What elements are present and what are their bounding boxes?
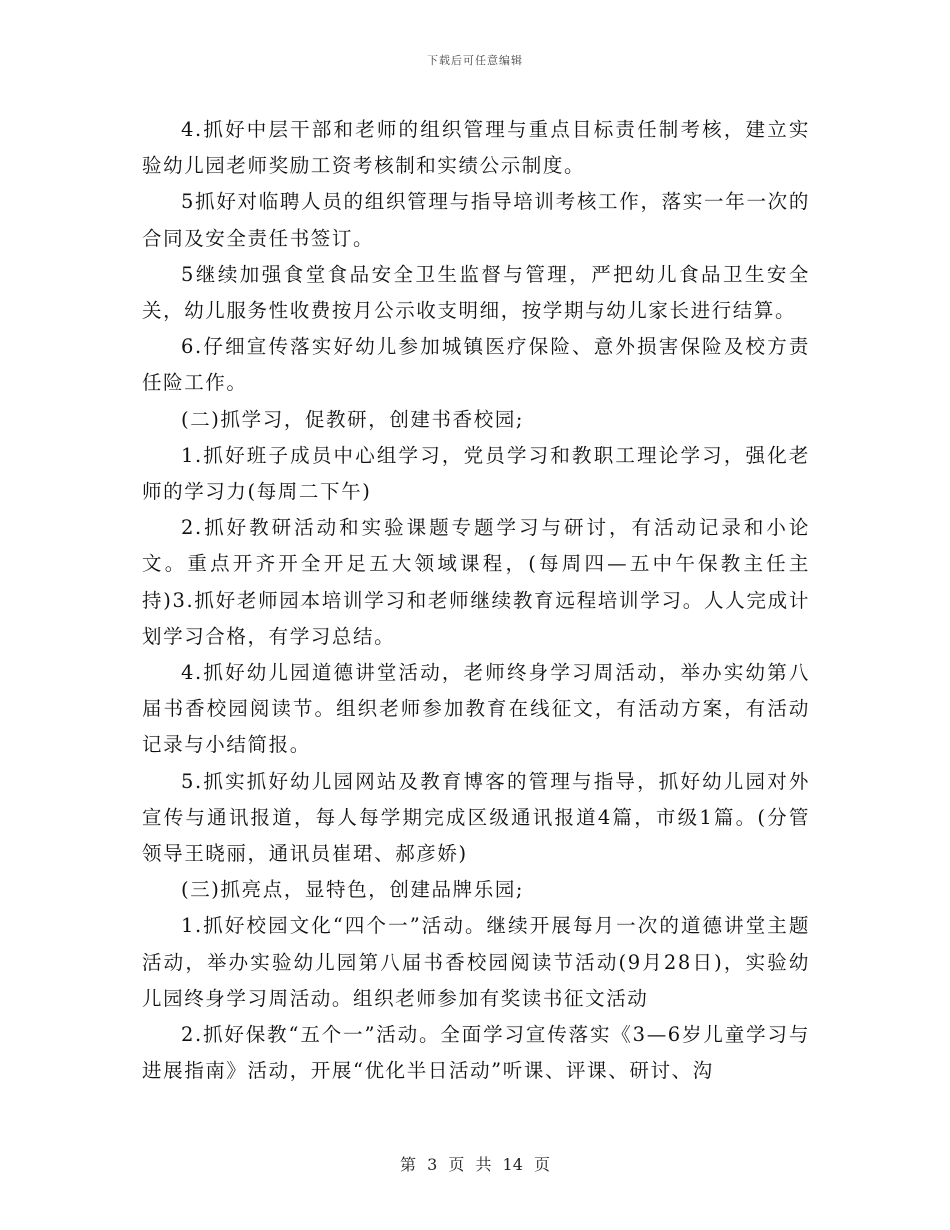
page-header: 下载后可任意编辑 — [427, 54, 523, 67]
section-heading: (二)抓学习，促教研，创建书香校园; — [181, 407, 525, 431]
paragraph: 5.抓实抓好幼儿园网站及教育博客的管理与指导，抓好幼儿园对外宣传与通讯报道，每人每学期完成区级通讯报道4篇，市级1篇。(分管领导王晓丽，通讯员崔珺、郝彦娇) — [142, 769, 810, 866]
paragraph: 1.抓好班子成员中心组学习，党员学习和教职工理论学习，强化老师的学习力(每周二下午) — [142, 443, 810, 504]
document-body — [142, 112, 810, 1089]
paragraph: 5继续加强食堂食品安全卫生监督与管理，严把幼儿食品卫生安全关，幼儿服务性收费按月公示收支明细，按学期与幼儿家长进行结算。 — [142, 262, 810, 323]
paragraph: 5抓好对临聘人员的组织管理与指导培训考核工作，落实一年一次的合同及安全责任书签订。 — [142, 190, 810, 250]
paragraph: 4.抓好幼儿园道德讲堂活动，老师终身学习周活动，举办实幼第八届书香校园阅读节。组织老师参加教育在线征文，有活动方案，有活动记录与小结简报。 — [142, 661, 810, 757]
paragraph: 2.抓好保教“五个一”活动。全面学习宣传落实《3—6岁儿童学习与进展指南》活动，开展“优化半日活动”听课、评课、研讨、沟 — [142, 1023, 810, 1083]
page-number-footer: 第 3 页 共 14 页 — [400, 1155, 550, 1174]
section-heading: (三)抓亮点，显特色，创建品牌乐园; — [181, 878, 525, 902]
paragraph: 4.抓好中层干部和老师的组织管理与重点目标责任制考核，建立实验幼儿园老师奖励工资考核制和实绩公示制度。 — [142, 118, 810, 178]
paragraph: 1.抓好校园文化“四个一”活动。继续开展每月一次的道德讲堂主题活动，举办实验幼儿园第八届书香校园阅读节活动(9月28日)，实验幼儿园终身学习周活动。组织老师参加有奖读书征文活动 — [142, 914, 810, 1010]
paragraph: 2.抓好教研活动和实验课题专题学习与研讨，有活动记录和小论文。重点开齐开全开足五大领域课程，(每周四—五中午保教主任主持)3.抓好老师园本培训学习和老师继续教育远程培训学习。人人完成计划学习合格，有学习总结。 — [142, 516, 810, 648]
paragraph: 6.仔细宣传落实好幼儿参加城镇医疗保险、意外损害保险及校方责任险工作。 — [142, 335, 810, 395]
